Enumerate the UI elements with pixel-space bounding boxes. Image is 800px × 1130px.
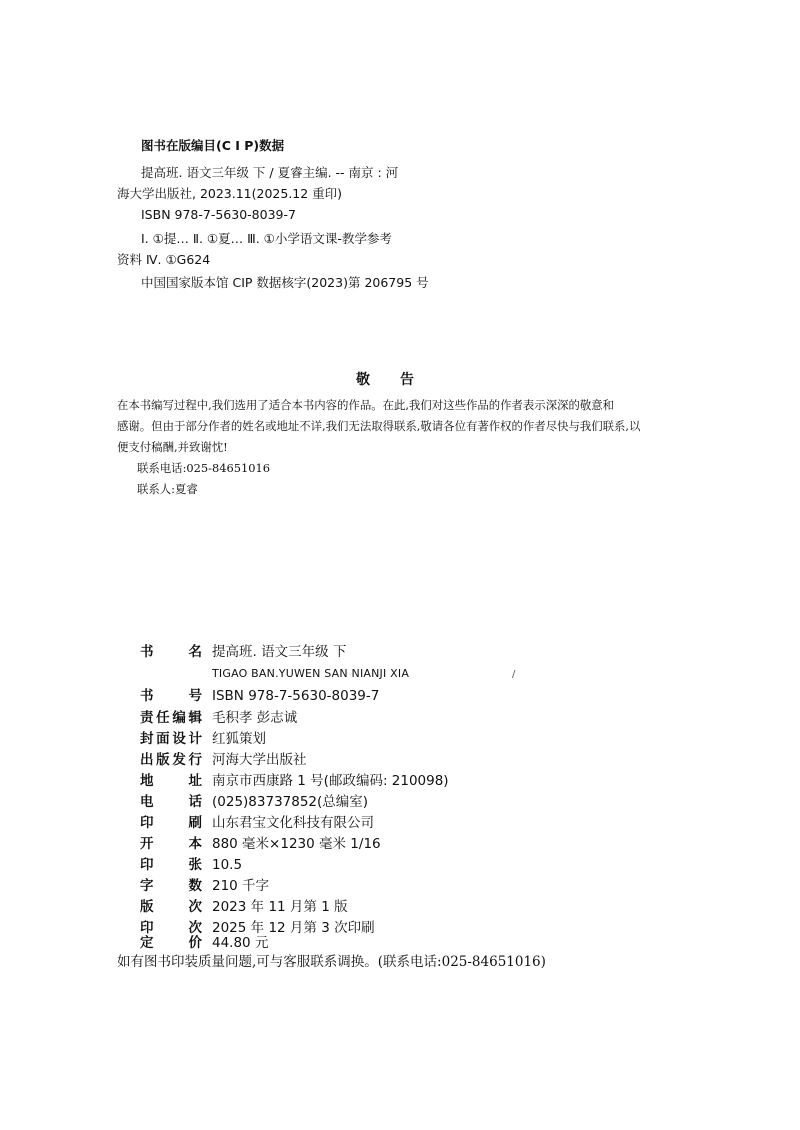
colophon-value: ISBN 978-7-5630-8039-7 (212, 688, 380, 704)
colophon-label: 版 次 (140, 899, 202, 915)
notice-line-1: 在本书编写过程中,我们选用了适合本书内容的作品。在此,我们对这些作品的作者表示深深的敬意和 (117, 398, 615, 412)
colophon-label: 责任编辑 (140, 710, 202, 726)
colophon-value: 210 千字 (212, 878, 270, 894)
colophon-value: 毛积孝 彭志诚 (212, 710, 298, 726)
cip-classification-1: Ⅰ. ①提… Ⅱ. ①夏… Ⅲ. ①小学语文课-教学参考 (141, 231, 392, 246)
colophon-label: 出版发行 (140, 752, 202, 768)
colophon-value: 南京市西康路 1 号(邮政编码: 210098) (212, 773, 449, 789)
colophon-value: 提高班. 语文三年级 下 (212, 644, 347, 660)
colophon-label: 字 数 (140, 878, 202, 894)
colophon-value: 2023 年 11 月第 1 版 (212, 899, 348, 915)
colophon-footer-note: 如有图书印装质量问题,可与客服联系调换。(联系电话:025-84651016) (117, 954, 546, 970)
colophon-label: 地 址 (140, 773, 202, 789)
stray-mark: / (512, 669, 516, 680)
colophon-label: 封面设计 (140, 731, 202, 747)
colophon-label: 电 话 (140, 794, 202, 810)
cip-line-1: 提高班. 语文三年级 下 / 夏睿主编. -- 南京 : 河 (141, 165, 399, 180)
cip-line-2: 海大学出版社, 2023.11(2025.12 重印) (117, 186, 343, 201)
notice-line-2: 感谢。但由于部分作者的姓名或地址不详,我们无法取得联系,敬请各位有著作权的作者尽快与我们联系,以 (117, 419, 641, 433)
cip-record-number: 中国国家版本馆 CIP 数据核字(2023)第 206795 号 (141, 275, 429, 290)
cip-heading: 图书在版编目(C I P)数据 (141, 138, 285, 153)
colophon-label: 开 本 (140, 836, 202, 852)
cip-classification-2: 资料 Ⅳ. ①G624 (117, 252, 211, 267)
colophon-value: 河海大学出版社 (212, 752, 307, 768)
colophon-value: 44.80 元 (212, 935, 269, 951)
colophon-label: 印 张 (140, 857, 202, 873)
colophon-label: 书 号 (140, 688, 202, 704)
colophon-label: 印 次 (140, 920, 202, 936)
colophon-value: (025)83737852(总编室) (212, 794, 369, 810)
colophon-pinyin: TIGAO BAN.YUWEN SAN NIANJI XIA (212, 667, 410, 680)
colophon-value: 2025 年 12 月第 3 次印刷 (212, 920, 375, 936)
colophon-value: 山东君宝文化科技有限公司 (212, 815, 374, 831)
colophon-value: 10.5 (212, 857, 243, 873)
colophon-value: 880 毫米×1230 毫米 1/16 (212, 836, 381, 852)
colophon-label: 定 价 (140, 935, 202, 951)
notice-contact: 联系人:夏睿 (137, 482, 198, 496)
colophon-value: 红狐策划 (212, 731, 266, 747)
notice-line-3: 便支付稿酬,并致谢忱! (117, 440, 228, 454)
colophon-label: 印 刷 (140, 815, 202, 831)
notice-phone: 联系电话:025-84651016 (137, 461, 270, 475)
colophon-label: 书 名 (140, 644, 202, 660)
cip-isbn: ISBN 978-7-5630-8039-7 (141, 207, 296, 222)
notice-title: 敬告 (356, 372, 444, 388)
